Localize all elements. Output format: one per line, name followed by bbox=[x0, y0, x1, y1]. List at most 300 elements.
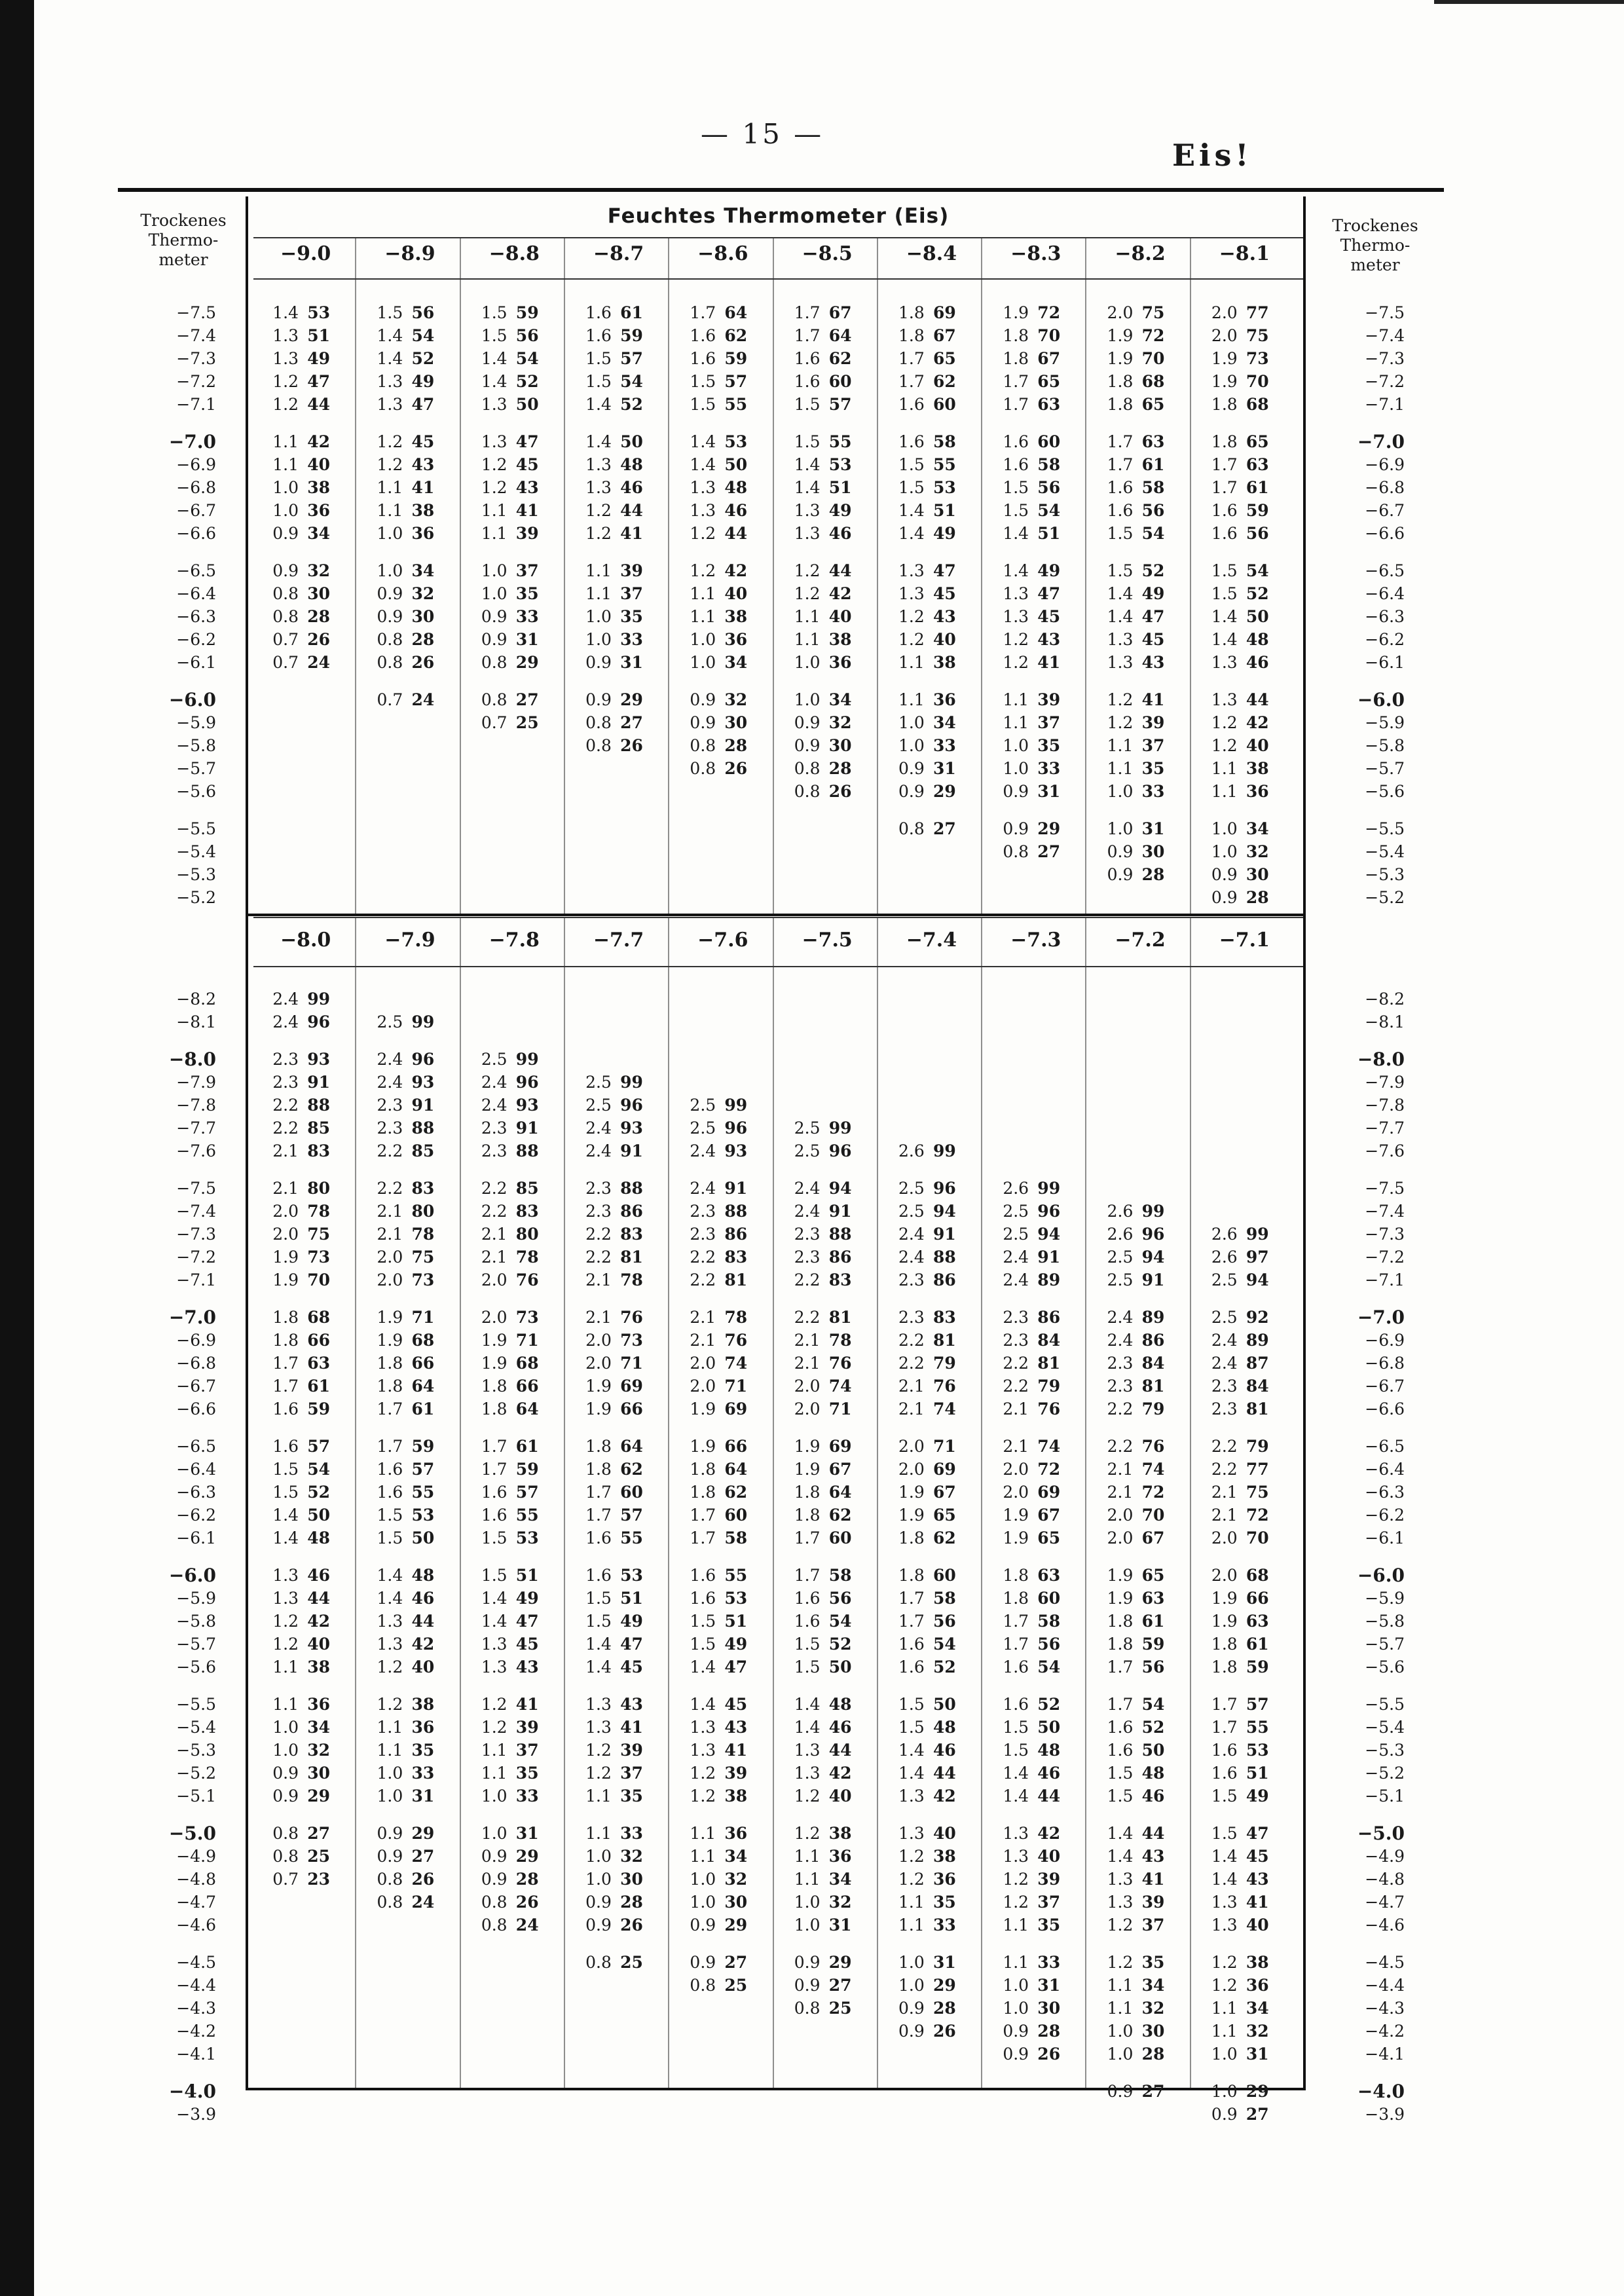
table-cell bbox=[779, 608, 852, 626]
dew-value: 1.3 bbox=[1107, 1870, 1134, 1889]
humidity-value: 63 bbox=[1246, 1612, 1269, 1631]
table-cell bbox=[883, 1824, 956, 1843]
dew-value: 1.5 bbox=[1211, 1824, 1238, 1843]
dew-value: 1.7 bbox=[585, 1506, 612, 1525]
table-cell bbox=[257, 350, 330, 368]
humidity-value: 51 bbox=[620, 1589, 643, 1608]
table-cell bbox=[570, 1119, 643, 1138]
dew-value: 2.4 bbox=[898, 1248, 925, 1267]
dew-value: 1.7 bbox=[1003, 372, 1029, 391]
dew-value: 1.4 bbox=[481, 1612, 507, 1631]
dry-temp-label-right: −6.0 bbox=[1357, 689, 1405, 711]
dew-value: 1.0 bbox=[481, 561, 507, 580]
dew-value: 0.8 bbox=[272, 584, 299, 603]
table-cell bbox=[779, 433, 852, 451]
table-cell bbox=[674, 373, 747, 391]
table-cell bbox=[1091, 1847, 1164, 1866]
dew-value: 1.6 bbox=[1003, 432, 1029, 451]
table-cell bbox=[987, 1893, 1060, 1912]
humidity-value: 25 bbox=[307, 1847, 330, 1866]
humidity-value: 97 bbox=[1246, 1248, 1269, 1267]
dew-value: 1.1 bbox=[1107, 736, 1134, 755]
humidity-value: 49 bbox=[724, 1635, 748, 1654]
table-left-border bbox=[246, 196, 248, 2089]
humidity-value: 96 bbox=[828, 1141, 852, 1160]
humidity-value: 60 bbox=[724, 1506, 748, 1525]
humidity-value: 70 bbox=[307, 1270, 330, 1289]
humidity-value: 55 bbox=[828, 432, 852, 451]
table-cell bbox=[1196, 1589, 1269, 1608]
table-cell bbox=[674, 714, 747, 732]
humidity-value: 32 bbox=[1246, 2022, 1269, 2041]
humidity-value: 45 bbox=[515, 455, 539, 474]
dew-value: 1.1 bbox=[481, 501, 507, 520]
humidity-value: 70 bbox=[1141, 349, 1165, 368]
wet-temp-header: −9.0 bbox=[280, 242, 331, 265]
humidity-value: 33 bbox=[933, 736, 956, 755]
humidity-value: 64 bbox=[724, 1460, 748, 1479]
dew-value: 1.9 bbox=[794, 1437, 821, 1456]
dew-value: 1.1 bbox=[1211, 782, 1238, 801]
table-cell bbox=[1196, 1271, 1269, 1289]
dew-value: 0.9 bbox=[481, 1847, 507, 1866]
column-divider bbox=[668, 237, 669, 914]
table-cell bbox=[257, 990, 330, 1009]
humidity-value: 35 bbox=[933, 1893, 956, 1912]
wet-temp-header: −8.6 bbox=[697, 242, 748, 265]
dew-value: 1.4 bbox=[1003, 524, 1029, 543]
table-cell bbox=[570, 1331, 643, 1350]
dew-value: 2.2 bbox=[481, 1179, 507, 1198]
dry-temp-label-left: −5.3 bbox=[176, 1741, 216, 1760]
table-cell bbox=[466, 1635, 539, 1654]
dew-value: 1.3 bbox=[585, 455, 612, 474]
table-cell bbox=[257, 1013, 330, 1031]
table-cell bbox=[674, 1635, 747, 1654]
table-cell bbox=[1091, 525, 1164, 543]
table-cell bbox=[570, 304, 643, 322]
humidity-value: 48 bbox=[411, 1566, 435, 1585]
dew-value: 2.0 bbox=[272, 1202, 299, 1221]
dew-value: 0.9 bbox=[690, 1916, 716, 1935]
dew-value: 1.2 bbox=[690, 1764, 716, 1783]
humidity-value: 42 bbox=[411, 1635, 435, 1654]
dew-value: 1.5 bbox=[585, 1589, 612, 1608]
dry-temp-label-right: −3.9 bbox=[1365, 2105, 1405, 2124]
dew-value: 1.3 bbox=[794, 1764, 821, 1783]
dew-value: 2.3 bbox=[898, 1270, 925, 1289]
humidity-value: 29 bbox=[828, 1953, 852, 1972]
dew-value: 1.2 bbox=[585, 524, 612, 543]
humidity-value: 64 bbox=[828, 326, 852, 345]
table-cell bbox=[779, 1916, 852, 1935]
table-cell bbox=[570, 714, 643, 732]
humidity-value: 26 bbox=[933, 2022, 956, 2041]
humidity-value: 91 bbox=[620, 1141, 643, 1160]
dew-value: 1.1 bbox=[377, 1741, 403, 1760]
table-cell bbox=[883, 396, 956, 414]
humidity-value: 50 bbox=[620, 432, 643, 451]
dew-value: 1.0 bbox=[377, 1787, 403, 1805]
table-cell bbox=[1196, 866, 1269, 884]
table-cell bbox=[779, 1225, 852, 1244]
humidity-value: 47 bbox=[1246, 1824, 1269, 1843]
humidity-value: 26 bbox=[411, 653, 435, 672]
humidity-value: 47 bbox=[1037, 584, 1061, 603]
dew-value: 1.0 bbox=[377, 1764, 403, 1783]
dry-temp-label-left: −5.7 bbox=[176, 759, 216, 778]
dry-temp-label-left: −4.0 bbox=[168, 2081, 216, 2102]
dew-value: 1.8 bbox=[898, 1528, 925, 1547]
dew-value: 1.2 bbox=[794, 1824, 821, 1843]
table-cell bbox=[883, 1271, 956, 1289]
humidity-value: 47 bbox=[933, 561, 956, 580]
table-cell bbox=[1196, 783, 1269, 801]
humidity-value: 44 bbox=[933, 1764, 956, 1783]
dew-value: 1.2 bbox=[1003, 1893, 1029, 1912]
dew-value: 1.3 bbox=[1003, 607, 1029, 626]
dew-value: 1.5 bbox=[898, 455, 925, 474]
humidity-value: 57 bbox=[620, 349, 643, 368]
humidity-value: 77 bbox=[1246, 1460, 1269, 1479]
humidity-value: 38 bbox=[1246, 1953, 1269, 1972]
dew-value: 1.4 bbox=[690, 1695, 716, 1714]
column-divider bbox=[1085, 917, 1086, 2088]
dew-value: 2.4 bbox=[1211, 1354, 1238, 1373]
table-cell bbox=[779, 1331, 852, 1350]
table-cell bbox=[1196, 502, 1269, 520]
dew-value: 1.9 bbox=[1003, 1528, 1029, 1547]
dew-value: 1.6 bbox=[481, 1483, 507, 1502]
table-cell bbox=[674, 562, 747, 580]
dew-value: 1.4 bbox=[1107, 1824, 1134, 1843]
table-cell bbox=[1091, 1566, 1164, 1585]
table-cell bbox=[570, 1695, 643, 1714]
table-cell bbox=[674, 1566, 747, 1585]
dew-value: 1.6 bbox=[898, 1635, 925, 1654]
dew-value: 1.2 bbox=[272, 395, 299, 414]
table-cell bbox=[779, 1764, 852, 1783]
humidity-value: 73 bbox=[1246, 349, 1269, 368]
dew-value: 1.8 bbox=[1003, 1589, 1029, 1608]
dew-value: 1.7 bbox=[1211, 1718, 1238, 1737]
dew-value: 2.2 bbox=[272, 1096, 299, 1115]
humidity-value: 86 bbox=[933, 1270, 956, 1289]
table-cell bbox=[466, 1400, 539, 1418]
dew-value: 2.3 bbox=[794, 1225, 821, 1244]
humidity-value: 76 bbox=[828, 1354, 852, 1373]
dew-value: 1.0 bbox=[1003, 1999, 1029, 2018]
humidity-value: 61 bbox=[1246, 1635, 1269, 1654]
table-cell bbox=[1196, 327, 1269, 345]
dew-value: 1.1 bbox=[1107, 759, 1134, 778]
humidity-value: 41 bbox=[1141, 1870, 1165, 1889]
humidity-value: 36 bbox=[411, 524, 435, 543]
humidity-value: 88 bbox=[724, 1202, 748, 1221]
table-cell bbox=[674, 1271, 747, 1289]
dew-value: 2.3 bbox=[377, 1096, 403, 1115]
humidity-value: 91 bbox=[724, 1179, 748, 1198]
table-cell bbox=[570, 1529, 643, 1547]
table-cell bbox=[883, 1916, 956, 1935]
table-cell bbox=[987, 1787, 1060, 1805]
dew-value: 1.1 bbox=[690, 1824, 716, 1843]
humidity-value: 50 bbox=[933, 1695, 956, 1714]
humidity-value: 45 bbox=[620, 1657, 643, 1676]
humidity-value: 93 bbox=[307, 1050, 330, 1069]
table-cell bbox=[674, 1764, 747, 1783]
table-cell bbox=[1091, 2083, 1164, 2101]
dry-temp-label-left: −5.8 bbox=[176, 1612, 216, 1631]
dew-value: 1.3 bbox=[272, 349, 299, 368]
dew-value: 1.1 bbox=[690, 607, 716, 626]
humidity-value: 75 bbox=[411, 1248, 435, 1267]
table-cell bbox=[257, 1142, 330, 1160]
humidity-value: 54 bbox=[1037, 501, 1061, 520]
table-cell bbox=[779, 1460, 852, 1479]
table-cell bbox=[1091, 1271, 1164, 1289]
table-cell bbox=[987, 1437, 1060, 1456]
table-cell bbox=[674, 1248, 747, 1267]
humidity-value: 60 bbox=[933, 395, 956, 414]
humidity-value: 27 bbox=[307, 1824, 330, 1843]
dew-value: 1.4 bbox=[794, 478, 821, 497]
dew-value: 1.4 bbox=[1107, 607, 1134, 626]
humidity-value: 46 bbox=[828, 524, 852, 543]
humidity-value: 67 bbox=[828, 1460, 852, 1479]
humidity-value: 35 bbox=[411, 1741, 435, 1760]
dew-value: 1.7 bbox=[377, 1437, 403, 1456]
table-cell bbox=[883, 1589, 956, 1608]
table-cell bbox=[1196, 433, 1269, 451]
dry-temp-label-left: −5.4 bbox=[176, 842, 216, 861]
humidity-value: 70 bbox=[1037, 326, 1061, 345]
dry-temp-label-left: −5.9 bbox=[176, 713, 216, 732]
table-cell bbox=[987, 1202, 1060, 1221]
table-cell bbox=[1196, 1870, 1269, 1889]
humidity-value: 93 bbox=[411, 1073, 435, 1092]
humidity-value: 40 bbox=[307, 1635, 330, 1654]
dry-temp-label-right: −6.3 bbox=[1365, 1483, 1405, 1502]
table-cell bbox=[1196, 1635, 1269, 1654]
table-cell bbox=[361, 1893, 434, 1912]
dew-value: 1.2 bbox=[377, 432, 403, 451]
dew-value: 2.4 bbox=[377, 1050, 403, 1069]
table-cell bbox=[257, 433, 330, 451]
dew-value: 1.1 bbox=[1107, 1976, 1134, 1995]
humidity-value: 28 bbox=[515, 1870, 539, 1889]
dew-value: 1.2 bbox=[272, 1612, 299, 1631]
dew-value: 1.3 bbox=[272, 1566, 299, 1585]
dew-value: 0.9 bbox=[898, 782, 925, 801]
dew-value: 1.3 bbox=[481, 1657, 507, 1676]
humidity-value: 60 bbox=[620, 1483, 643, 1502]
humidity-value: 46 bbox=[933, 1741, 956, 1760]
humidity-value: 62 bbox=[828, 349, 852, 368]
dew-value: 0.9 bbox=[585, 1893, 612, 1912]
table-cell bbox=[987, 1483, 1060, 1502]
dew-value: 0.9 bbox=[585, 1916, 612, 1935]
table-cell bbox=[1196, 714, 1269, 732]
humidity-value: 34 bbox=[307, 524, 330, 543]
humidity-value: 28 bbox=[933, 1999, 956, 2018]
dew-value: 0.8 bbox=[272, 1824, 299, 1843]
table-cell bbox=[674, 1847, 747, 1866]
humidity-value: 80 bbox=[411, 1202, 435, 1221]
humidity-value: 55 bbox=[724, 395, 748, 414]
humidity-value: 94 bbox=[1141, 1248, 1165, 1267]
dry-temp-label-right: −6.4 bbox=[1365, 584, 1405, 603]
dew-value: 1.3 bbox=[898, 561, 925, 580]
humidity-value: 53 bbox=[1246, 1741, 1269, 1760]
dew-value: 2.1 bbox=[794, 1331, 821, 1350]
wet-temp-header: −7.1 bbox=[1219, 929, 1270, 952]
humidity-value: 63 bbox=[1141, 432, 1165, 451]
dry-temp-label-right: −5.6 bbox=[1365, 1657, 1405, 1676]
humidity-value: 26 bbox=[828, 782, 852, 801]
dew-value: 1.7 bbox=[898, 1589, 925, 1608]
humidity-value: 76 bbox=[1037, 1399, 1061, 1418]
dry-temp-label-right: −6.5 bbox=[1365, 1437, 1405, 1456]
table-cell bbox=[257, 1847, 330, 1866]
humidity-value: 41 bbox=[620, 1718, 643, 1737]
table-cell bbox=[674, 1096, 747, 1115]
dew-value: 2.4 bbox=[1107, 1308, 1134, 1327]
dew-value: 1.5 bbox=[1003, 1741, 1029, 1760]
table-cell bbox=[361, 1377, 434, 1396]
table-cell bbox=[674, 479, 747, 497]
dew-value: 2.0 bbox=[1211, 1528, 1238, 1547]
table-cell bbox=[1196, 1377, 1269, 1396]
humidity-value: 42 bbox=[724, 561, 748, 580]
table-cell bbox=[257, 654, 330, 672]
dew-value: 1.7 bbox=[1211, 478, 1238, 497]
table-cell bbox=[779, 479, 852, 497]
table-cell bbox=[883, 1483, 956, 1502]
table-cell bbox=[361, 1437, 434, 1456]
humidity-value: 81 bbox=[1037, 1354, 1061, 1373]
humidity-value: 39 bbox=[515, 1718, 539, 1737]
table-cell bbox=[1196, 1612, 1269, 1631]
table-cell bbox=[1091, 1612, 1164, 1631]
dew-value: 1.0 bbox=[794, 1893, 821, 1912]
dew-value: 1.8 bbox=[690, 1460, 716, 1479]
humidity-value: 58 bbox=[1037, 1612, 1061, 1631]
humidity-value: 31 bbox=[933, 1953, 956, 1972]
dew-value: 1.7 bbox=[585, 1483, 612, 1502]
dew-value: 2.2 bbox=[272, 1119, 299, 1138]
humidity-value: 42 bbox=[307, 1612, 330, 1631]
table-cell bbox=[361, 1142, 434, 1160]
humidity-value: 60 bbox=[1037, 1589, 1061, 1608]
dew-value: 1.3 bbox=[272, 326, 299, 345]
humidity-value: 86 bbox=[1141, 1331, 1165, 1350]
dew-value: 1.4 bbox=[1003, 1764, 1029, 1783]
dew-value: 1.3 bbox=[794, 524, 821, 543]
humidity-value: 65 bbox=[1037, 372, 1061, 391]
table-cell bbox=[361, 1695, 434, 1714]
table-cell bbox=[987, 433, 1060, 451]
dew-value: 1.5 bbox=[377, 1506, 403, 1525]
humidity-value: 38 bbox=[1246, 759, 1269, 778]
dew-value: 1.0 bbox=[272, 501, 299, 520]
dew-value: 1.2 bbox=[481, 1695, 507, 1714]
humidity-value: 31 bbox=[933, 759, 956, 778]
humidity-value: 41 bbox=[1141, 690, 1165, 709]
table-cell bbox=[1196, 350, 1269, 368]
dry-temp-label-left: −6.1 bbox=[176, 1528, 216, 1547]
humidity-value: 64 bbox=[515, 1399, 539, 1418]
table-cell bbox=[674, 1308, 747, 1327]
table-cell bbox=[1091, 1695, 1164, 1714]
humidity-value: 28 bbox=[1037, 2022, 1061, 2041]
dew-value: 2.1 bbox=[1107, 1483, 1134, 1502]
humidity-value: 57 bbox=[515, 1483, 539, 1502]
dew-value: 1.0 bbox=[1107, 819, 1134, 838]
dry-temp-label-left: −5.0 bbox=[168, 1823, 216, 1844]
humidity-value: 65 bbox=[1246, 432, 1269, 451]
dry-temp-label-right: −7.2 bbox=[1365, 1248, 1405, 1267]
table-cell bbox=[883, 479, 956, 497]
humidity-value: 49 bbox=[515, 1589, 539, 1608]
table-cell bbox=[883, 820, 956, 838]
dew-value: 1.7 bbox=[1003, 1635, 1029, 1654]
humidity-value: 54 bbox=[1141, 1695, 1165, 1714]
humidity-value: 96 bbox=[620, 1096, 643, 1115]
humidity-value: 27 bbox=[724, 1953, 748, 1972]
table-cell bbox=[570, 1460, 643, 1479]
dew-value: 1.0 bbox=[585, 630, 612, 649]
humidity-value: 52 bbox=[1141, 561, 1165, 580]
dry-temp-label-right: −6.2 bbox=[1365, 1506, 1405, 1525]
table-cell bbox=[674, 1437, 747, 1456]
humidity-value: 29 bbox=[1037, 819, 1061, 838]
table-cell bbox=[257, 1695, 330, 1714]
dew-value: 1.4 bbox=[794, 1718, 821, 1737]
humidity-value: 50 bbox=[1246, 607, 1269, 626]
table-cell bbox=[570, 1377, 643, 1396]
table-cell bbox=[779, 1741, 852, 1760]
table-cell bbox=[883, 304, 956, 322]
humidity-value: 39 bbox=[1141, 713, 1165, 732]
humidity-value: 63 bbox=[1037, 1566, 1061, 1585]
humidity-value: 51 bbox=[724, 1612, 748, 1631]
dew-value: 1.3 bbox=[898, 1787, 925, 1805]
table-cell bbox=[1091, 1999, 1164, 2018]
table-cell bbox=[361, 631, 434, 649]
table-cell bbox=[1196, 1976, 1269, 1995]
table-cell bbox=[1091, 1202, 1164, 1221]
dew-value: 0.8 bbox=[481, 653, 507, 672]
table-cell bbox=[883, 456, 956, 474]
column-divider bbox=[668, 917, 669, 2088]
table-cell bbox=[987, 1870, 1060, 1889]
humidity-value: 56 bbox=[1246, 524, 1269, 543]
humidity-value: 67 bbox=[1141, 1528, 1165, 1547]
table-cell bbox=[779, 1271, 852, 1289]
dew-value: 0.7 bbox=[481, 713, 507, 732]
table-cell bbox=[883, 1764, 956, 1783]
dry-temp-label-left: −7.2 bbox=[176, 1248, 216, 1267]
dry-temp-label-right: −4.7 bbox=[1365, 1893, 1405, 1912]
table-cell bbox=[1196, 1658, 1269, 1676]
dew-value: 1.2 bbox=[898, 607, 925, 626]
table-cell bbox=[1091, 843, 1164, 861]
table-cell bbox=[779, 396, 852, 414]
table-cell bbox=[1091, 1658, 1164, 1676]
humidity-value: 37 bbox=[1141, 1916, 1165, 1935]
humidity-value: 93 bbox=[515, 1096, 539, 1115]
